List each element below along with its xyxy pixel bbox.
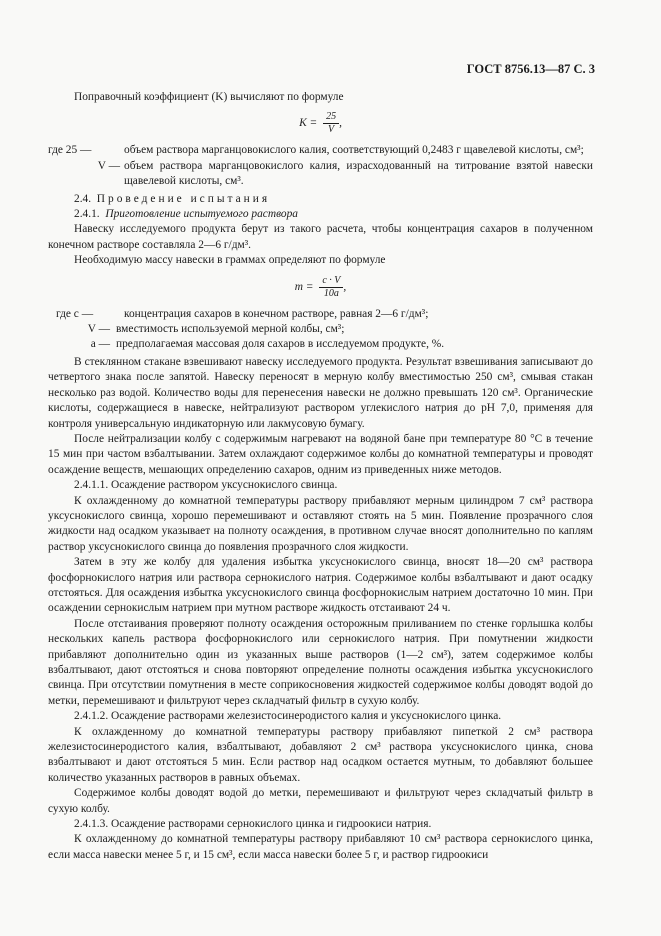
paragraph-lead-acetate: К охлажденному до комнатной температуры раствору прибавляют мерным цилиндром 7 см³ раствора уксуснокислого свинца, хорошо перемешивают и оставляют стоять на 5 мин. Появление прозрачного слоя жидкости над осадком указывает на полноту осаждения, в противном случае вносят дополнительно по каплям раствор уксуснокислого свинца до появления прозрачного слоя жидкости. <box>48 494 593 553</box>
definition-text: объем раствора марганцовокислого калия, израсходованный на титрование взятой навески щавелевой кислоты, см³. <box>124 159 593 188</box>
definition-text: концентрация сахаров в конечном растворе, равная 2—6 г/дм³; <box>124 307 429 320</box>
coef-intro: Поправочный коэффициент (K) вычисляют по формуле <box>74 91 344 103</box>
definition-symbol: a — <box>90 338 110 351</box>
definition-row <box>48 159 593 190</box>
definitions-m <box>48 307 593 353</box>
formula-m-lhs: m = <box>294 280 317 293</box>
definition-symbol: V — <box>87 323 110 336</box>
formula-k-fraction <box>323 111 339 136</box>
formula-m-denominator: 10a <box>323 287 339 299</box>
paragraph-neutralization: После нейтрализации колбу с содержимым нагревают на водяной бане при температуре 80 °С в течение 15 мин при частом взбалтывании. Затем охлаждают содержимое колбы до комнатной температуры и проводят осаждение веществ, мешающих определению сахаров, одним из приведенных ниже методов. <box>48 432 593 476</box>
paragraph-ferrocyanide: К охлажденному до комнатной температуры раствору прибавляют пипеткой 2 см³ раствора железистосинеродистого калия, взбалтывают, добавляют 2 см³ раствора уксуснокислого цинка, снова взбалтывают и дают отстояться 5 мин. Если раствор над осадком остается мутным, то добавляют большее количество указанных растворов в равных объемах. <box>48 725 593 784</box>
sample-paragraph: Навеску исследуемого продукта берут из такого расчета, чтобы концентрация сахаров в полученном конечном растворе составляла 2—6 г/дм³. <box>48 223 593 251</box>
formula-m-fraction <box>319 275 343 300</box>
section-2-4-title: Проведение испытания <box>96 192 271 205</box>
section-2-4-1-2: 2.4.1.2. Осаждение растворами железистосинеродистого калия и уксуснокислого цинка. <box>74 710 502 723</box>
definition-text: предполагаемая массовая доля сахаров в исследуемом продукте, %. <box>116 338 445 351</box>
paragraph-zinc-sulfate: К охлажденному до комнатной температуры раствору прибавляют 10 см³ раствора сернокислого цинка, если масса навески менее 5 г, и 15 см³, если масса навески более 5 г, и раствор гидроокиси <box>48 833 593 861</box>
section-2-4-1-title: Приготовление испытуемого раствора <box>105 208 298 221</box>
section-2-4 <box>48 192 593 207</box>
definition-row <box>48 307 593 322</box>
section-2-4-1-3: 2.4.1.3. Осаждение растворами сернокислого цинка и гидроокиси натрия. <box>74 818 432 831</box>
formula-k <box>48 111 593 136</box>
definition-text: вместимость используемой мерной колбы, см³; <box>116 323 345 336</box>
section-2-4-number: 2.4. <box>74 192 92 205</box>
definition-symbol: где 25 — <box>48 144 92 157</box>
paragraph-excess-removal: Затем в эту же колбу для удаления избытка уксуснокислого свинца, вносят 18—20 см³ раствора фосфорнокислого натрия или раствора сернокислого натрия. Содержимое колбы взбалтывают и дают осадку отстояться. Для осаждения избытка уксуснокислого свинца фосфорнокислым натрием достаточно 10 мин. При осаждении сернокислым натрием при мутном растворе жидкость отстаивают 24 ч. <box>48 556 593 615</box>
formula-k-denominator: V <box>328 124 335 136</box>
formula-k-tail: , <box>339 117 342 130</box>
section-2-4-1 <box>48 207 593 222</box>
section-2-4-1-number: 2.4.1. <box>74 208 100 221</box>
formula-m-numerator: c · V <box>319 275 343 288</box>
formula-k-lhs: K = <box>299 117 321 130</box>
paragraph-weighing: В стеклянном стакане взвешивают навеску исследуемого продукта. Результат взвешивания записывают до четвертого знака после запятой. Навеску переносят в мерную колбу вместимостью 250 см³, смывая стакан несколько раз водой. Количество воды для перенесения навески не должно превышать 120 см³. Органические кислоты, содержащиеся в навеске, нейтрализуют раствором углекислого натрия до pH 7,0, применяя для контроля универсальную индикаторную или лакмусовую бумагу. <box>48 355 593 430</box>
definition-row <box>48 337 593 352</box>
mass-intro: Необходимую массу навески в граммах определяют по формуле <box>74 254 386 267</box>
formula-m <box>48 275 593 300</box>
paragraph-settling: После отстаивания проверяют полноту осаждения осторожным приливанием по стенке горлышка колбы нескольких капель раствора фосфорнокислого или сернокислого натрия. При помутнении жидкости прибавляют дополнительно один из указанных выше растворов (1—2 см³), затем содержимое колбы взбалтывают, дают отстояться и снова повторяют определение полноты осаждения избытка уксуснокислого свинца. При отсутствии помутнения в месте соприкосновения жидкостей содержимое колбы доводят водой до метки, перемешивают и фильтруют через складчатый фильтр в сухую колбу. <box>48 617 593 707</box>
section-2-4-1-1: 2.4.1.1. Осаждение раствором уксуснокислого свинца. <box>74 479 338 492</box>
definition-row <box>48 143 593 158</box>
definition-row <box>48 322 593 337</box>
page-content <box>48 90 593 863</box>
formula-m-tail: , <box>343 280 347 293</box>
page-header: ГОСТ 8756.13—87 С. 3 <box>466 62 595 76</box>
definitions-k <box>48 143 593 189</box>
definition-text: объем раствора марганцовокислого калия, соответствующий 0,2483 г щавелевой кислоты, см³; <box>124 144 584 157</box>
paragraph-filtering: Содержимое колбы доводят водой до метки, перемешивают и фильтруют через складчатый фильтр в сухую колбу. <box>48 787 593 815</box>
formula-k-numerator: 25 <box>323 111 339 124</box>
definition-symbol: V — <box>97 159 120 172</box>
definition-symbol: где c — <box>56 307 94 320</box>
